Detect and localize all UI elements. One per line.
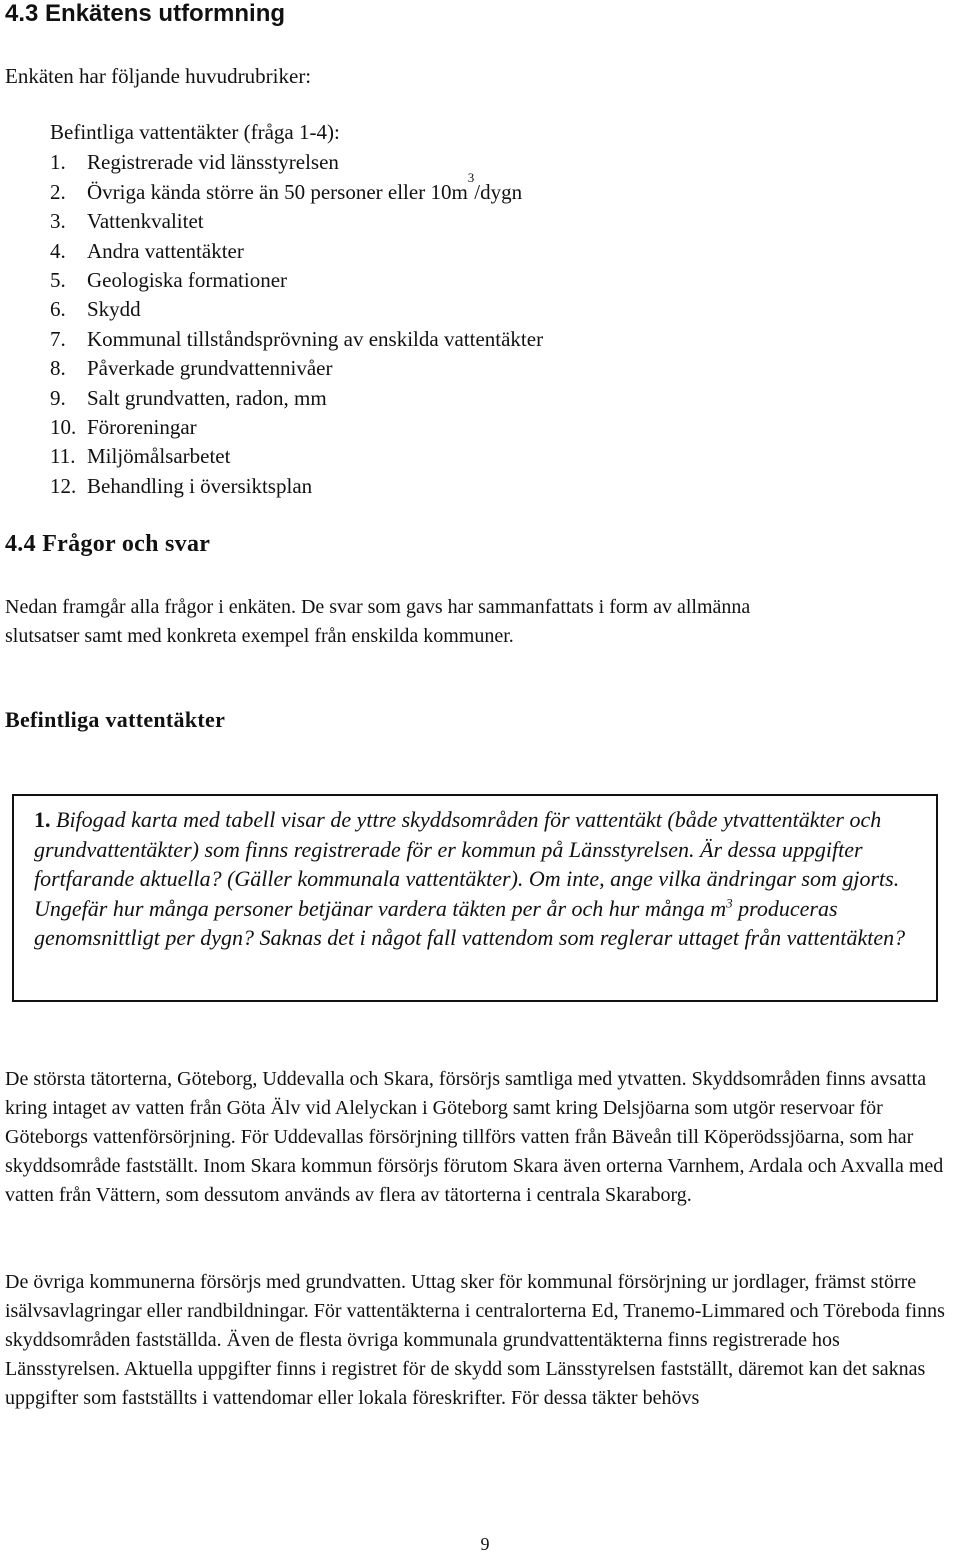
list-item: 12. Behandling i översiktsplan — [50, 473, 313, 498]
section-intro-line-2: slutsatser samt med konkreta exempel från enskilda kommuner. — [5, 625, 514, 647]
section-heading-4-4: 4.4 Frågor och svar — [5, 531, 211, 557]
intro-text: Enkäten har följande huvudrubriker: — [5, 64, 312, 88]
list-title: Befintliga vattentäkter (fråga 1-4): — [50, 120, 340, 144]
list-item: 11. Miljömålsarbetet — [50, 444, 231, 469]
topic-list — [50, 148, 543, 501]
question-number: 1. — [34, 807, 51, 832]
list-item: 8. Påverkade grundvattennivåer — [50, 356, 333, 381]
body-paragraph-1: De största tätorterna, Göteborg, Uddevalla och Skara, försörjs samtliga med ytvatten. Skyddsområden finns avsatta kring intaget av vatten från Göta Älv vid Alelyckan i Göteborg samt kring Delsjöarna som utgör reservoar för Göteborgs vattenförsörjning. För Uddevallas försörjning tillförs vatten från Bäveån till Köperödssjöarna, som har skyddsområde fastställt. Inom Skara kommun försörjs förutom Skara även orterna Varnhem, Ardala och Axvalla med vatten från Vättern, som dessutom används av flera av tätorterna i centrala Skaraborg. — [5, 1068, 944, 1206]
list-item: 7. Kommunal tillståndsprövning av enskilda vattentäkter — [50, 326, 544, 351]
heading-list — [50, 118, 543, 501]
body-paragraph-2: De övriga kommunerna försörjs med grundvatten. Uttag sker för kommunal försörjning ur jordlager, främst större isälvsavlagringar eller randbildningar. För vattentäkterna i centralorterna Ed, Tranemo-Limmared och Töreboda finns skyddsområden fastställda. Även de flesta övriga kommunala grundvattentäkterna finns registrerade hos Länsstyrelsen. Aktuella uppgifter finns i registret för de skydd som Länsstyrelsen fastställt, däremot kan det saknas uppgifter som fastställts i vattendomar eller lokala föreskrifter. För dessa täkter behövs — [5, 1271, 945, 1409]
list-item: 1. Registrerade vid länsstyrelsen — [50, 150, 339, 175]
list-item: 9. Salt grundvatten, radon, mm — [50, 385, 327, 410]
page-number: 9 — [480, 1534, 490, 1554]
section-heading-4-3: 4.3 Enkätens utformning — [5, 0, 286, 27]
question-box — [12, 794, 938, 1002]
list-item: 4. Andra vattentäkter — [50, 238, 244, 263]
question-text: 1. Bifogad karta med tabell visar de yttre skyddsområden för vattentäkt (både ytvattentäkter och grundvattentäkter) som finns registrerade för er kommun på Länsstyrelsen. Är dessa uppgifter fortfarande aktuella? (Gäller kommunala vattentäkter). Om inte, ange vilka ändringar som gjorts. Ungefär hur många personer betjänar vardera täkten per år och hur många $m^3$ produceras genomsnittligt per dygn? Saknas det i något fall vattendom som reglerar uttaget från vattentäkten? — [34, 807, 906, 950]
section-intro-line-1: Nedan framgår alla frågor i enkäten. De svar som gavs har sammanfattats i form av allmänna — [5, 596, 751, 618]
list-item: 10. Föroreningar — [50, 415, 197, 440]
subheading: Befintliga vattentäkter — [5, 707, 226, 732]
list-item: 2. Övriga kända större än 50 personer eller 10m 3 /dygn — [50, 169, 523, 204]
list-item: 3. Vattenkvalitet — [50, 209, 204, 234]
list-item: 5. Geologiska formationer — [50, 268, 288, 293]
list-item: 6. Skydd — [50, 297, 141, 322]
